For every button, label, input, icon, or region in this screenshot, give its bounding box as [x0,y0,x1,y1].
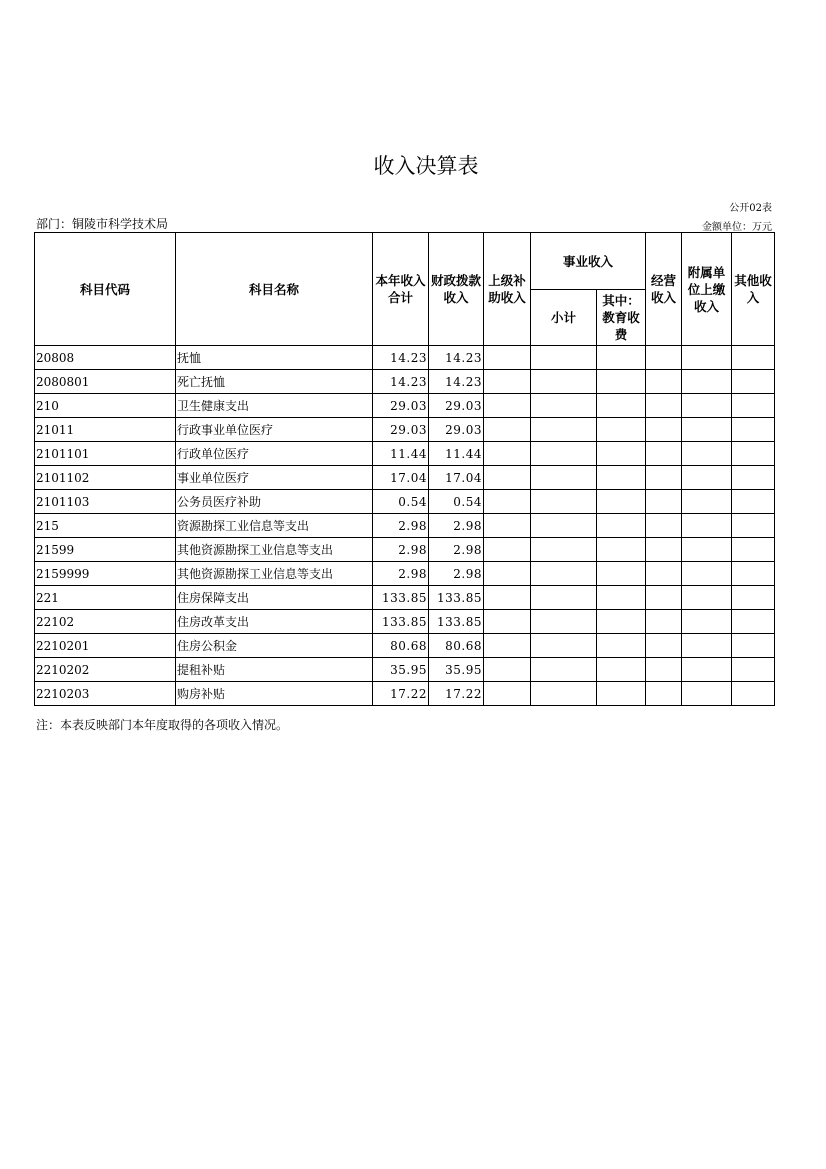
row-name: 公务员医疗补助 [176,490,373,514]
table-row [35,466,775,490]
row-total: 14.23 [373,346,429,370]
row-total: 11.44 [373,442,429,466]
row-operating [646,394,682,418]
row-subtotal [531,514,597,538]
row-education [597,682,646,706]
row-affiliated [682,418,732,442]
row-subtotal [531,610,597,634]
row-affiliated [682,370,732,394]
table-row [35,346,775,370]
row-education [597,394,646,418]
row-other [732,490,775,514]
row-superior [484,394,531,418]
row-fiscal: 14.23 [429,370,484,394]
row-other [732,346,775,370]
row-affiliated [682,610,732,634]
row-fiscal: 80.68 [429,634,484,658]
row-superior [484,490,531,514]
row-code: 2101101 [35,442,176,466]
row-other [732,538,775,562]
row-subtotal [531,682,597,706]
row-affiliated [682,658,732,682]
row-code: 21011 [35,418,176,442]
row-name: 抚恤 [176,346,373,370]
header-business: 事业收入 [531,233,646,290]
header-education: 其中：教育收费 [597,290,646,346]
header-name: 科目名称 [176,233,373,346]
unit-label: 金额单位：万元 [702,222,772,233]
row-code: 22102 [35,610,176,634]
row-operating [646,562,682,586]
header-other: 其他收入 [732,233,775,346]
row-fiscal: 11.44 [429,442,484,466]
row-other [732,370,775,394]
row-operating [646,370,682,394]
row-education [597,610,646,634]
row-other [732,634,775,658]
row-code: 2210202 [35,658,176,682]
row-fiscal: 2.98 [429,538,484,562]
row-operating [646,490,682,514]
row-subtotal [531,346,597,370]
row-education [597,346,646,370]
row-operating [646,466,682,490]
row-operating [646,346,682,370]
table-note: 注：本表反映部门本年度取得的各项收入情况。 [36,718,289,732]
table-row [35,538,775,562]
row-superior [484,634,531,658]
row-fiscal: 35.95 [429,658,484,682]
row-total: 17.22 [373,682,429,706]
row-name: 提租补贴 [176,658,373,682]
row-superior [484,538,531,562]
row-education [597,490,646,514]
row-code: 21599 [35,538,176,562]
row-total: 133.85 [373,586,429,610]
row-operating [646,418,682,442]
row-total: 14.23 [373,370,429,394]
row-subtotal [531,634,597,658]
row-operating [646,514,682,538]
row-name: 事业单位医疗 [176,466,373,490]
row-name: 行政单位医疗 [176,442,373,466]
row-operating [646,538,682,562]
row-code: 2210201 [35,634,176,658]
row-subtotal [531,394,597,418]
row-subtotal [531,418,597,442]
row-fiscal: 133.85 [429,586,484,610]
header-subtotal: 小计 [531,290,597,346]
row-code: 2080801 [35,370,176,394]
row-subtotal [531,538,597,562]
row-subtotal [531,370,597,394]
row-affiliated [682,586,732,610]
row-affiliated [682,442,732,466]
row-total: 133.85 [373,610,429,634]
row-superior [484,610,531,634]
row-affiliated [682,514,732,538]
row-education [597,466,646,490]
table-row [35,586,775,610]
row-subtotal [531,562,597,586]
header-total: 本年收入合计 [373,233,429,346]
row-subtotal [531,442,597,466]
row-education [597,514,646,538]
row-other [732,418,775,442]
row-education [597,418,646,442]
row-other [732,682,775,706]
row-affiliated [682,394,732,418]
row-education [597,562,646,586]
row-code: 2210203 [35,682,176,706]
row-name: 卫生健康支出 [176,394,373,418]
row-operating [646,658,682,682]
row-affiliated [682,490,732,514]
row-subtotal [531,466,597,490]
row-name: 行政事业单位医疗 [176,418,373,442]
table-row [35,442,775,466]
header-code: 科目代码 [35,233,176,346]
page-title: 收入决算表 [373,154,479,178]
table-row [35,682,775,706]
row-affiliated [682,346,732,370]
row-fiscal: 29.03 [429,418,484,442]
table-row [35,514,775,538]
form-number: 公开02表 [729,203,772,214]
row-superior [484,658,531,682]
row-name: 死亡抚恤 [176,370,373,394]
row-fiscal: 29.03 [429,394,484,418]
income-table [34,232,775,706]
row-code: 210 [35,394,176,418]
row-code: 2159999 [35,562,176,586]
table-row [35,610,775,634]
row-subtotal [531,658,597,682]
row-total: 29.03 [373,418,429,442]
row-superior [484,346,531,370]
row-total: 0.54 [373,490,429,514]
row-operating [646,682,682,706]
row-operating [646,634,682,658]
table-row [35,394,775,418]
row-fiscal: 0.54 [429,490,484,514]
table-row [35,490,775,514]
row-affiliated [682,562,732,586]
row-other [732,562,775,586]
row-total: 29.03 [373,394,429,418]
row-name: 住房公积金 [176,634,373,658]
row-superior [484,466,531,490]
table-body [35,346,775,706]
table-row [35,658,775,682]
row-fiscal: 17.22 [429,682,484,706]
table-row [35,634,775,658]
row-superior [484,418,531,442]
row-education [597,442,646,466]
header-affiliated: 附属单位上缴收入 [682,233,732,346]
row-total: 35.95 [373,658,429,682]
row-code: 20808 [35,346,176,370]
row-total: 80.68 [373,634,429,658]
row-total: 2.98 [373,562,429,586]
row-other [732,610,775,634]
row-fiscal: 133.85 [429,610,484,634]
row-name: 资源勘探工业信息等支出 [176,514,373,538]
row-operating [646,442,682,466]
row-fiscal: 2.98 [429,514,484,538]
row-code: 221 [35,586,176,610]
header-operating: 经营收入 [646,233,682,346]
row-code: 2101102 [35,466,176,490]
row-superior [484,562,531,586]
department-label: 部门：铜陵市科学技术局 [36,217,169,231]
row-superior [484,682,531,706]
row-affiliated [682,682,732,706]
row-fiscal: 14.23 [429,346,484,370]
row-education [597,634,646,658]
header-fiscal: 财政拨款收入 [429,233,484,346]
row-superior [484,586,531,610]
row-education [597,370,646,394]
row-education [597,586,646,610]
row-code: 2101103 [35,490,176,514]
row-other [732,466,775,490]
row-other [732,658,775,682]
row-name: 购房补贴 [176,682,373,706]
table-row [35,562,775,586]
row-other [732,514,775,538]
row-total: 17.04 [373,466,429,490]
row-superior [484,442,531,466]
row-education [597,538,646,562]
row-code: 215 [35,514,176,538]
row-fiscal: 2.98 [429,562,484,586]
row-name: 其他资源勘探工业信息等支出 [176,538,373,562]
row-superior [484,370,531,394]
row-other [732,586,775,610]
row-subtotal [531,490,597,514]
row-subtotal [531,586,597,610]
row-name: 住房改革支出 [176,610,373,634]
row-operating [646,586,682,610]
row-affiliated [682,634,732,658]
header-superior: 上级补助收入 [484,233,531,346]
row-operating [646,610,682,634]
row-total: 2.98 [373,538,429,562]
row-fiscal: 17.04 [429,466,484,490]
table-row [35,418,775,442]
table-row [35,370,775,394]
row-superior [484,514,531,538]
row-name: 其他资源勘探工业信息等支出 [176,562,373,586]
row-name: 住房保障支出 [176,586,373,610]
row-total: 2.98 [373,514,429,538]
row-education [597,658,646,682]
row-affiliated [682,538,732,562]
row-other [732,394,775,418]
row-affiliated [682,466,732,490]
row-other [732,442,775,466]
